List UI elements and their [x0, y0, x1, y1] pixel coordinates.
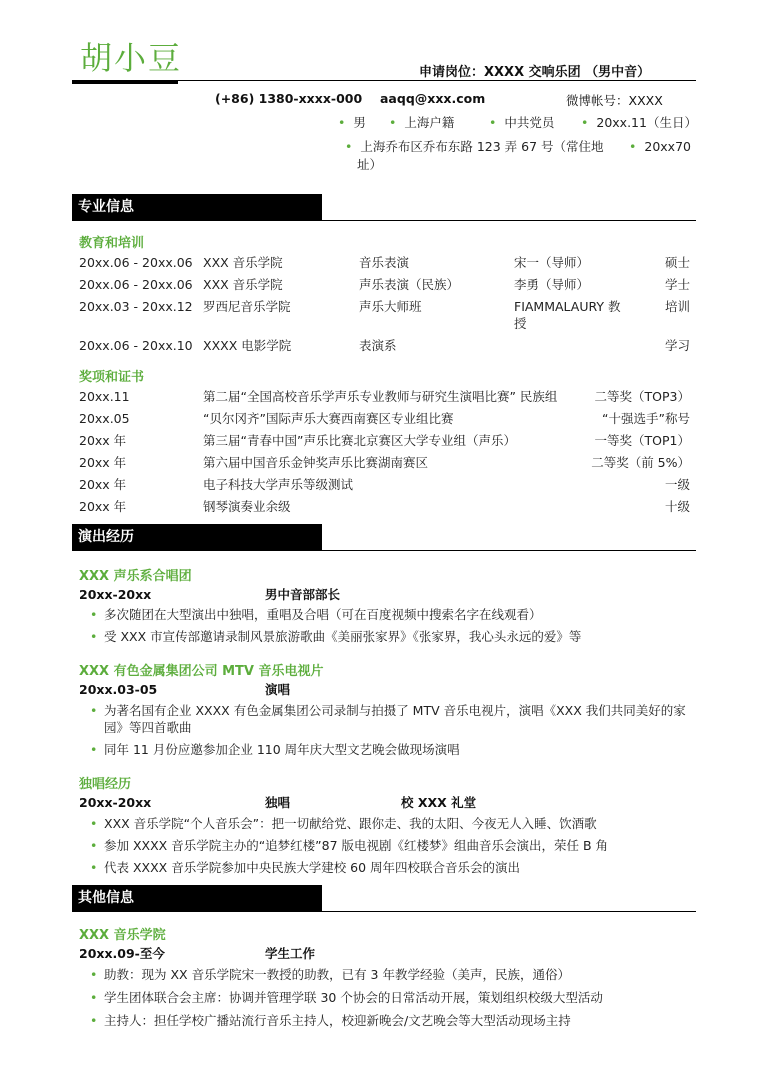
- birthday-item: • 20xx.11（生日）: [581, 115, 697, 130]
- bullet-icon: •: [629, 139, 637, 154]
- edu-major: 声乐大师班: [359, 299, 422, 314]
- edu-degree: 培训: [664, 299, 690, 314]
- candidate-name: 胡小豆: [80, 39, 183, 77]
- award-date: 20xx 年: [79, 433, 127, 448]
- phone: (+86) 1380-xxxx-000: [215, 91, 363, 106]
- award-name: 第二届“全国高校音乐学声乐专业教师与研究生演唱比赛” 民族组: [203, 389, 558, 404]
- choir-bullet: • 多次随团在大型演出中独唱，重唱及合唱（可在百度视频中搜索名字在线观看）: [90, 607, 542, 622]
- edu-school: XXX 音乐学院: [203, 255, 283, 270]
- position-applied: 申请岗位：XXXX 交响乐团 （男中音）: [419, 65, 651, 80]
- edu-date: 20xx.06 - 20xx.06: [79, 255, 193, 270]
- bullet-icon: •: [90, 629, 98, 644]
- weibo: 微博帐号：XXXX: [566, 93, 663, 108]
- edu-mentor-cont: 授: [514, 316, 527, 331]
- edu-degree: 硕士: [664, 255, 690, 270]
- bullet-icon: •: [90, 990, 98, 1005]
- choir-date: 20xx-20xx: [79, 587, 152, 602]
- mtv-date: 20xx.03-05: [79, 682, 158, 697]
- header-rule: [178, 80, 696, 81]
- bullet-icon: •: [489, 115, 497, 130]
- address-cont: 址）: [357, 157, 383, 172]
- mtv-bullet: • 同年 11 月份应邀参加企业 110 周年庆大型文艺晚会做现场演唱: [90, 742, 460, 757]
- mtv-title: XXX 有色金属集团公司 MTV 音乐电视片: [79, 664, 324, 679]
- choir-role: 男中音部部长: [265, 587, 341, 602]
- awards-title: 奖项和证书: [79, 370, 145, 385]
- edu-mentor: 宋一（导师）: [514, 255, 590, 270]
- school-bullet: • 主持人：担任学校广播站流行音乐主持人，校迎新晚会/文艺晚会等大型活动现场主持: [90, 1013, 571, 1028]
- name-underline: [72, 80, 178, 84]
- solo-date: 20xx-20xx: [79, 795, 152, 810]
- award-date: 20xx.11: [79, 389, 130, 404]
- bullet-icon: •: [90, 742, 98, 757]
- section-rule: [72, 550, 696, 551]
- award-date: 20xx 年: [79, 477, 127, 492]
- address-item: • 上海乔布区乔布东路 123 弄 67 号（常住地: [345, 139, 604, 154]
- section-rule: [72, 911, 696, 912]
- edu-date: 20xx.06 - 20xx.10: [79, 338, 193, 353]
- award-result: “十强选手”称号: [602, 411, 690, 426]
- edu-school: XXXX 电影学院: [203, 338, 292, 353]
- bullet-icon: •: [345, 139, 353, 154]
- edu-major: 音乐表演: [359, 255, 410, 270]
- edu-date: 20xx.03 - 20xx.12: [79, 299, 193, 314]
- section-rule: [72, 220, 696, 221]
- mtv-bullet: • 为著名国有企业 XXXX 有色金属集团公司录制与拍摄了 MTV 音乐电视片，演唱《XXX 我们共同美好的家: [90, 703, 686, 718]
- bullet-icon: •: [90, 1013, 98, 1028]
- choir-bullet: • 受 XXX 市宣传部邀请录制风景旅游歌曲《美丽张家界》《张家界，我心头永远的爱》等: [90, 629, 582, 644]
- solo-role: 独唱: [265, 795, 291, 810]
- party-item: • 中共党员: [489, 115, 555, 130]
- award-name: 电子科技大学声乐等级测试: [203, 477, 354, 492]
- award-name: “贝尔冈齐”国际声乐大赛西南赛区专业组比赛: [203, 411, 454, 426]
- edu-major: 声乐表演（民族）: [359, 277, 460, 292]
- section-other: 其他信息: [72, 885, 322, 912]
- bullet-icon: •: [90, 967, 98, 982]
- award-result: 二等奖（前 5%）: [591, 455, 690, 470]
- bullet-icon: •: [581, 115, 589, 130]
- edu-degree: 学习: [664, 338, 690, 353]
- extra-item: • 20xx70: [629, 139, 691, 154]
- bullet-icon: •: [389, 115, 397, 130]
- bullet-icon: •: [90, 838, 98, 853]
- edu-mentor: 李勇（导师）: [514, 277, 590, 292]
- edu-mentor: FIAMMALAURY 教: [514, 299, 621, 314]
- award-name: 钢琴演奏业余级: [203, 499, 291, 514]
- mtv-bullet-cont: 园》等四首歌曲: [104, 720, 192, 735]
- email: aaqq@xxx.com: [380, 91, 486, 106]
- award-result: 一级: [664, 477, 690, 492]
- award-date: 20xx 年: [79, 455, 127, 470]
- section-performance: 演出经历: [72, 524, 322, 551]
- bullet-icon: •: [90, 607, 98, 622]
- school-date: 20xx.09-至今: [79, 946, 165, 961]
- award-date: 20xx.05: [79, 411, 130, 426]
- bullet-icon: •: [338, 115, 346, 130]
- solo-title: 独唱经历: [79, 777, 132, 792]
- bullet-icon: •: [90, 816, 98, 831]
- school-role: 学生工作: [265, 946, 316, 961]
- award-name: 第三届“青春中国”声乐比赛北京赛区大学专业组（声乐）: [203, 433, 516, 448]
- hukou-item: • 上海户籍: [389, 115, 455, 130]
- school-title: XXX 音乐学院: [79, 928, 166, 943]
- edu-date: 20xx.06 - 20xx.06: [79, 277, 193, 292]
- gender-item: • 男: [338, 115, 366, 130]
- bullet-icon: •: [90, 860, 98, 875]
- choir-title: XXX 声乐系合唱团: [79, 569, 192, 584]
- award-result: 十级: [664, 499, 690, 514]
- mtv-role: 演唱: [265, 682, 291, 697]
- award-result: 二等奖（TOP3）: [594, 389, 690, 404]
- section-professional: 专业信息: [72, 194, 322, 221]
- edu-school: 罗西尼音乐学院: [203, 299, 291, 314]
- edu-major: 表演系: [359, 338, 397, 353]
- award-result: 一等奖（TOP1）: [594, 433, 690, 448]
- award-date: 20xx 年: [79, 499, 127, 514]
- education-title: 教育和培训: [79, 236, 145, 251]
- edu-degree: 学士: [664, 277, 690, 292]
- school-bullet: • 学生团体联合会主席：协调并管理学联 30 个协会的日常活动开展，策划组织校级大型活动: [90, 990, 603, 1005]
- bullet-icon: •: [90, 703, 98, 718]
- solo-bullet: • 代表 XXXX 音乐学院参加中央民族大学建校 60 周年四校联合音乐会的演出: [90, 860, 521, 875]
- award-name: 第六届中国音乐金钟奖声乐比赛湖南赛区: [203, 455, 429, 470]
- school-bullet: • 助教：现为 XX 音乐学院宋一教授的助教，已有 3 年教学经验（美声，民族，通俗）: [90, 967, 570, 982]
- solo-bullet: • 参加 XXXX 音乐学院主办的“追梦红楼”87 版电视剧《红楼梦》组曲音乐会演出，荣任 B 角: [90, 838, 609, 853]
- edu-school: XXX 音乐学院: [203, 277, 283, 292]
- solo-venue: 校 XXX 礼堂: [401, 795, 477, 810]
- solo-bullet: • XXX 音乐学院“个人音乐会”：把一切献给党、跟你走、我的太阳、今夜无人入睡、饮酒歌: [90, 816, 597, 831]
